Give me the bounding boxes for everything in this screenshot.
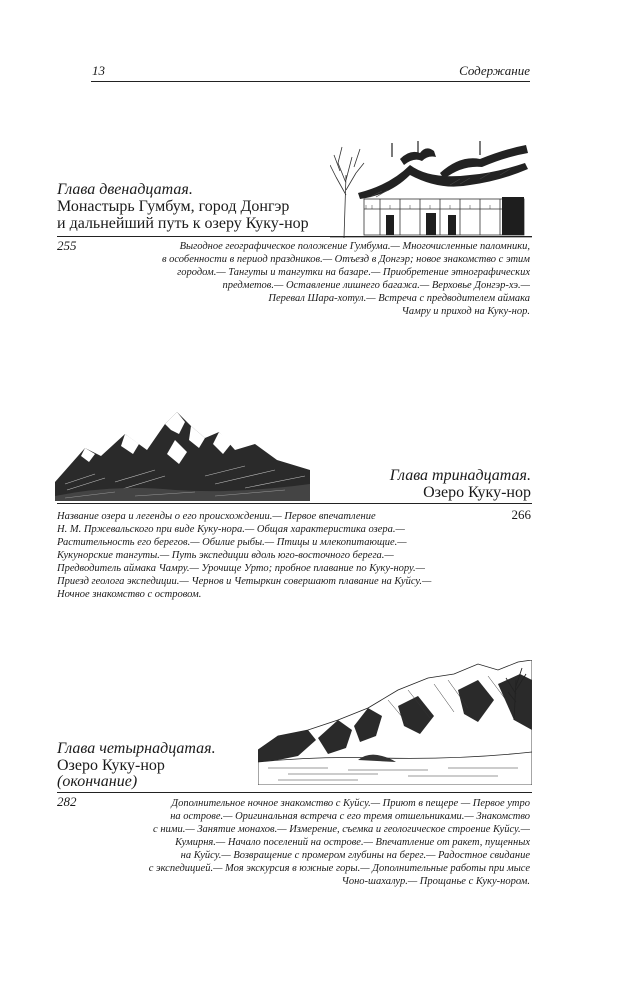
summary-line: Растительность его берегов.— Обилие рыбы.— Птицы и млекопитающие.— — [57, 537, 407, 548]
running-head: Содержание — [459, 63, 530, 78]
chapter-13-title: Озеро Куку-нор — [423, 484, 531, 501]
summary-line: с экспедицией.— Моя экскурсия в южные горы.— Дополнительные работы при мысе — [148, 863, 530, 874]
summary-line: Кукунорские тангуты.— Путь экспедиции вдоль юго-восточного берега.— — [57, 550, 394, 561]
chapter-14-label: Глава четырнадцатая. — [57, 740, 216, 757]
chapter-13-rule — [57, 503, 532, 504]
chapter-13-label: Глава тринадцатая. — [389, 467, 531, 484]
temple-illustration — [330, 135, 532, 238]
chapter-12-page: 255 — [57, 238, 77, 253]
chapter-14-page: 282 — [57, 794, 77, 809]
chapter-12-title-line-1: Монастырь Гумбум, город Донгэр — [57, 198, 290, 215]
summary-line: на Куйсу.— Возвращение с промером глубины на берег.— Радостное свидание — [180, 850, 530, 861]
chapter-13-summary — [57, 510, 497, 601]
chapter-14-title: Озеро Куку-нор — [57, 757, 165, 774]
header-rule — [91, 81, 530, 82]
summary-line: с ними.— Занятие монахов.— Измерение, съемка и геологическое строение Куйсу.— — [153, 824, 530, 835]
summary-line: Перевал Шара-хотул.— Встреча с предводителем аймака — [268, 293, 530, 304]
summary-line: Кумирня.— Начало поселений на острове.— Впечатление от ракет, пущенных — [175, 837, 530, 848]
summary-line: в особенности в период праздников.— Отъезд в Донгэр; новое знакомство с этим — [161, 254, 530, 265]
chapter-14-summary — [100, 797, 530, 888]
mountain-illustration — [55, 404, 310, 501]
chapter-14-rule — [57, 792, 532, 793]
chapter-12-summary — [110, 240, 530, 318]
summary-line: Предводитель аймака Чамру.— Урочище Урто; пробное плавание по Куку-нору.— — [57, 563, 426, 574]
chapter-13-page: 266 — [511, 507, 531, 522]
chapter-12-title-line-2: и дальнейший путь к озеру Куку-нор — [57, 215, 309, 232]
summary-line: Название озера и легенды о его происхождении.— Первое впечатление — [57, 511, 376, 522]
summary-line: Ночное знакомство с островом. — [57, 589, 202, 600]
lake-island-illustration — [258, 660, 532, 785]
summary-line: Выгодное географическое положение Гумбума.— Многочисленные паломники, — [179, 241, 530, 252]
summary-line: предметов.— Оставление лишнего багажа.— Верховье Донгэр-хэ.— — [222, 280, 530, 291]
chapter-12-rule — [57, 236, 532, 237]
summary-line: Приезд геолога экспедиции.— Чернов и Четыркин совершают плавание на Куйсу.— — [57, 576, 432, 587]
page-number: 13 — [92, 63, 105, 78]
summary-line: Дополнительное ночное знакомство с Куйсу.— Приют в пещере — Первое утро — [171, 798, 530, 809]
chapter-14-subtitle: (окончание) — [57, 773, 138, 790]
summary-line: на острове.— Оригинальная встреча с его тремя отшельниками.— Знакомство — [170, 811, 530, 822]
summary-line: Чоно-шахалур.— Прощанье с Куку-нором. — [341, 876, 530, 887]
summary-line: Чамру и приход на Куку-нор. — [401, 306, 530, 317]
summary-line: Н. М. Пржевальского при виде Куку-нора.— Общая характеристика озера.— — [57, 524, 405, 535]
chapter-12-label: Глава двенадцатая. — [57, 181, 193, 198]
summary-line: городом.— Тангуты и тангутки на базаре.— Приобретение этнографических — [177, 267, 530, 278]
